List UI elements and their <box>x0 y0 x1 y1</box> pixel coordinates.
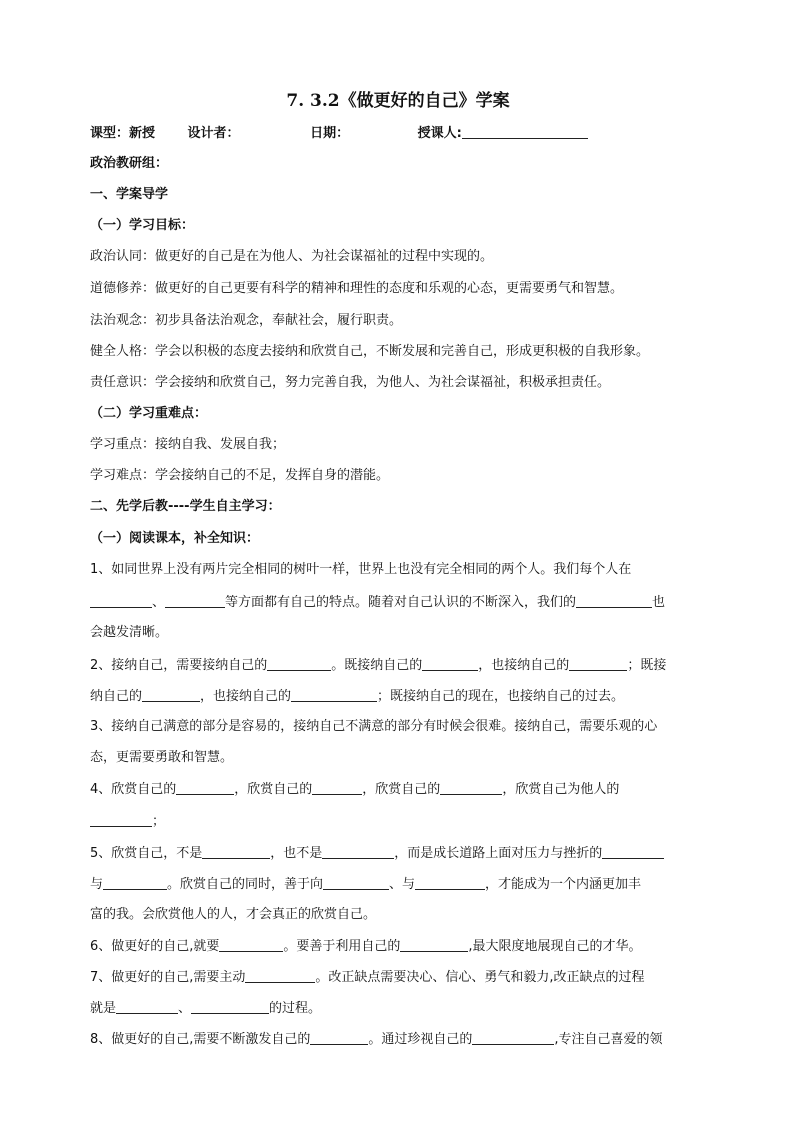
q8-text-c: ,专注自己喜爱的领 <box>554 1032 663 1047</box>
q4-text-d: ，欣赏自己为他人的 <box>502 782 620 797</box>
q4-text-b: ，欣赏自己的 <box>234 782 313 797</box>
q5-text-d: 与 <box>90 877 104 892</box>
q4-text-c: ，欣赏自己的 <box>362 782 441 797</box>
section2-heading: 二、先学后教----学生自主学习： <box>90 499 281 514</box>
q2-blank-2[interactable] <box>422 656 478 671</box>
question-1-line-1: 1、如同世界上没有两片完全相同的树叶一样，世界上也没有完全相同的两个人。我们每个人在 <box>90 562 632 577</box>
q2-text-f: ，也接纳自己的 <box>200 689 292 704</box>
q4-blank-1[interactable] <box>176 780 234 795</box>
course-type: 课型：新授 <box>90 126 156 141</box>
q2-text-b: 。既接纳自己的 <box>331 658 423 673</box>
question-5-line-3: 富的我。会欣赏他人的人，才会真正的欣赏自己。 <box>90 907 377 922</box>
q7-text-c: 就是 <box>90 1001 117 1016</box>
q2-blank-3[interactable] <box>569 656 627 671</box>
q2-text-d: ；既接 <box>627 658 667 673</box>
lecturer-label: 授课人: <box>417 126 462 141</box>
goal-personality: 健全人格：学会以积极的态度去接纳和欣赏自己，不断发展和完善自己，形成更积极的自我形象。 <box>90 344 650 359</box>
question-4-line-2 <box>90 812 720 831</box>
question-7-line-1 <box>90 968 720 987</box>
question-3-line-1: 3、接纳自己满意的部分是容易的，接纳自己不满意的部分有时候会很难。接纳自己，需要乐观的心 <box>90 719 658 734</box>
section1-heading: 一、学案导学 <box>90 187 169 202</box>
goal-political: 政治认同：做更好的自己是在为他人、为社会谋福祉的过程中实现的。 <box>90 249 494 264</box>
date-label: 日期： <box>310 126 350 141</box>
key-points: 学习重点：接纳自我、发展自我； <box>90 437 286 452</box>
question-4-line-1 <box>90 780 720 799</box>
q8-blank-2[interactable] <box>472 1030 554 1045</box>
goal-law: 法治观念：初步具备法治观念，奉献社会，履行职责。 <box>90 313 403 328</box>
question-6-line-1 <box>90 937 720 956</box>
q4-text-e: ； <box>152 814 166 829</box>
q8-blank-1[interactable] <box>310 1030 368 1045</box>
question-1-line-2 <box>90 593 720 612</box>
lecturer-blank[interactable] <box>462 124 588 139</box>
q1-text-d: 也 <box>652 595 666 610</box>
q2-blank-5[interactable] <box>291 687 377 702</box>
q2-text-e: 纳自己的 <box>90 689 143 704</box>
q6-text-a: 6、做更好的自己,就要 <box>90 939 220 954</box>
q6-blank-2[interactable] <box>400 937 468 952</box>
q4-blank-2[interactable] <box>312 780 362 795</box>
question-2-line-2 <box>90 687 720 706</box>
question-5-line-2 <box>90 875 720 894</box>
q2-text-g: ；既接纳自己的现在，也接纳自己的过去。 <box>377 689 625 704</box>
q5-blank-1[interactable] <box>202 844 270 859</box>
q7-blank-1[interactable] <box>245 968 315 983</box>
q5-blank-2[interactable] <box>322 844 394 859</box>
meta-row <box>90 124 720 143</box>
question-7-line-2 <box>90 999 720 1018</box>
q1-blank-3[interactable] <box>576 593 652 608</box>
q5-blank-3[interactable] <box>602 844 664 859</box>
q4-blank-4[interactable] <box>90 812 152 827</box>
q5-text-g: ，才能成为一个内涵更加丰 <box>485 877 642 892</box>
q8-text-a: 8、做更好的自己,需要不断激发自己的 <box>90 1032 311 1047</box>
q5-blank-6[interactable] <box>415 875 485 890</box>
question-3-line-2: 态，更需要勇敢和智慧。 <box>90 750 234 765</box>
q2-text-c: ，也接纳自己的 <box>478 658 570 673</box>
q6-blank-1[interactable] <box>219 937 283 952</box>
q7-blank-2[interactable] <box>116 999 178 1014</box>
q7-text-e: 的过程。 <box>269 1001 322 1016</box>
q2-blank-4[interactable] <box>142 687 200 702</box>
q8-text-b: 。通过珍视自己的 <box>368 1032 473 1047</box>
page-title: 7. 3.2《做更好的自己》学案 <box>286 91 510 111</box>
q7-blank-3[interactable] <box>191 999 269 1014</box>
difficult-points: 学习难点：学会接纳自己的不足，发挥自身的潜能。 <box>90 468 390 483</box>
q7-text-b: 。改正缺点需要决心、信心、勇气和毅力,改正缺点的过程 <box>315 970 645 985</box>
goal-moral: 道德修养：做更好的自己更要有科学的精神和理性的态度和乐观的心态，更需要勇气和智慧。 <box>90 281 624 296</box>
question-5-line-1 <box>90 844 720 863</box>
q7-text-a: 7、做更好的自己,需要主动 <box>90 970 246 985</box>
q1-text-c: 等方面都有自己的特点。随着对自己认识的不断深入，我们的 <box>225 595 577 610</box>
designer-label: 设计者： <box>187 126 240 141</box>
q5-blank-4[interactable] <box>103 875 167 890</box>
q6-text-b: 。要善于利用自己的 <box>283 939 401 954</box>
q5-text-a: 5、欣赏自己，不是 <box>90 846 203 861</box>
goal-responsibility: 责任意识：学会接纳和欣赏自己，努力完善自我，为他人、为社会谋福祉，积极承担责任。 <box>90 375 611 390</box>
q5-text-b: ，也不是 <box>270 846 323 861</box>
question-2-line-1 <box>90 656 720 675</box>
q5-text-e: 。欣赏自己的同时，善于向 <box>167 877 324 892</box>
q2-text-a: 2、接纳自己，需要接纳自己的 <box>90 658 268 673</box>
q2-blank-1[interactable] <box>267 656 331 671</box>
question-8-line-1 <box>90 1030 720 1049</box>
q1-blank-2[interactable] <box>165 593 225 608</box>
q5-blank-5[interactable] <box>323 875 389 890</box>
goals-heading: （一）学习目标： <box>90 218 195 233</box>
q1-text-b: 、 <box>152 595 166 610</box>
question-1-line-3: 会越发清晰。 <box>90 625 169 640</box>
q7-text-d: 、 <box>178 1001 192 1016</box>
q5-text-c: ，而是成长道路上面对压力与挫折的 <box>394 846 603 861</box>
reading-heading: （一）阅读课本，补全知识： <box>90 531 260 546</box>
q5-text-f: 、与 <box>389 877 416 892</box>
q1-blank-1[interactable] <box>90 593 152 608</box>
key-heading: （二）学习重难点： <box>90 406 208 421</box>
group-label: 政治教研组： <box>90 156 169 171</box>
q6-text-c: ,最大限度地展现自己的才华。 <box>468 939 642 954</box>
q4-text-a: 4、欣赏自己的 <box>90 782 177 797</box>
q4-blank-3[interactable] <box>440 780 502 795</box>
